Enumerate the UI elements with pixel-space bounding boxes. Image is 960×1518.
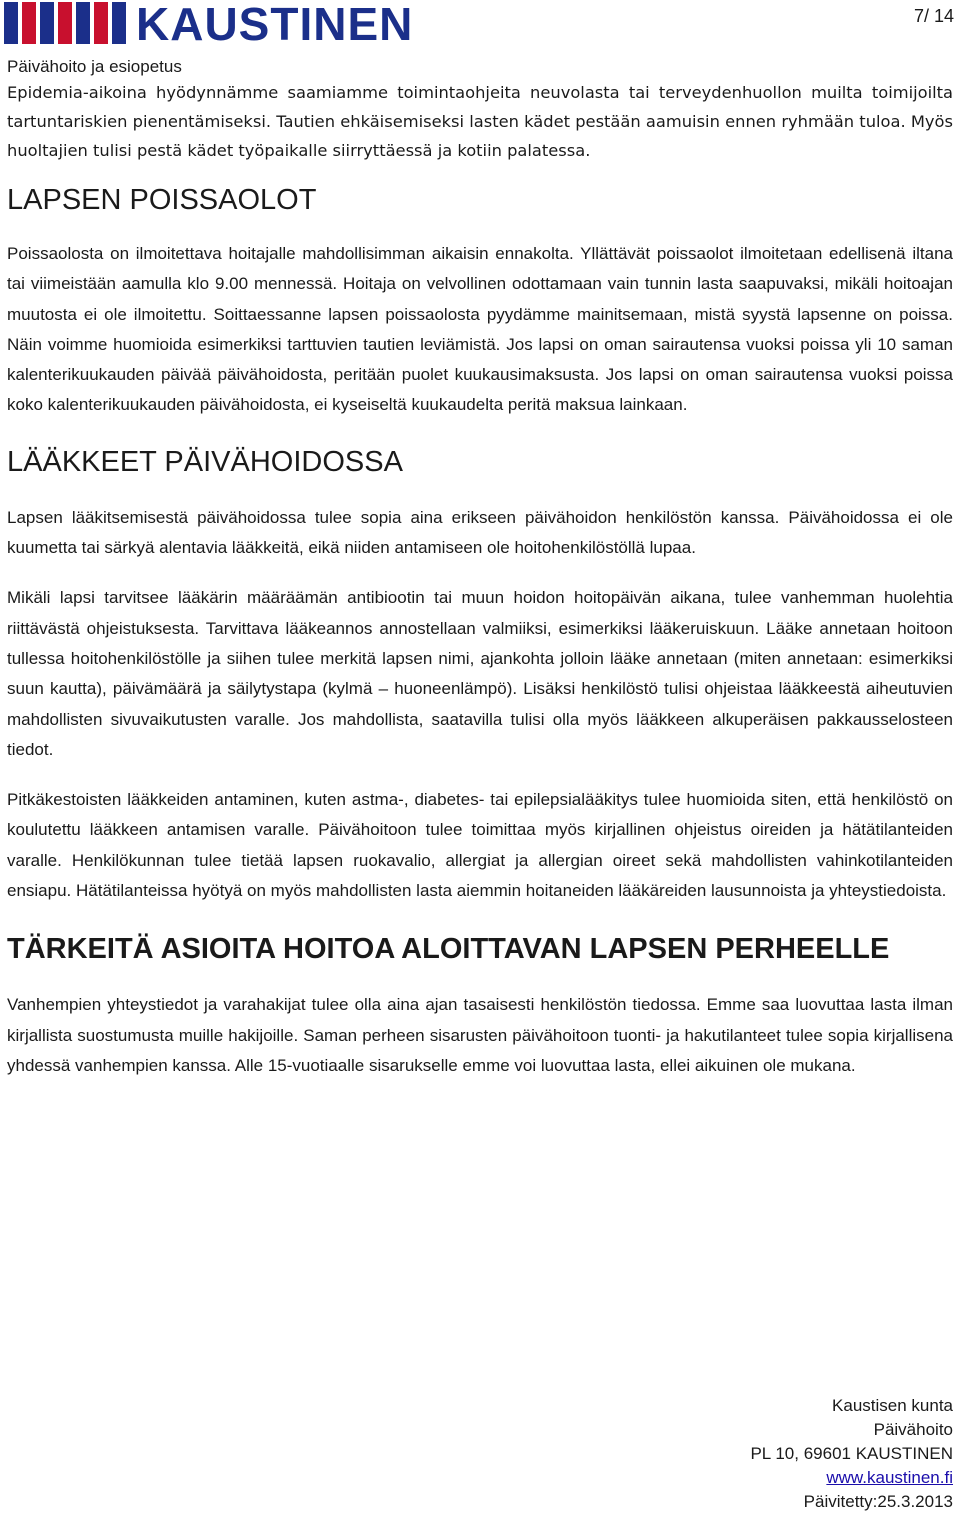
section-label-daycare: Päivähoito ja esiopetus xyxy=(7,57,182,76)
logo-stripe xyxy=(58,2,72,44)
logo-stripe xyxy=(22,2,36,44)
heading-important: TÄRKEITÄ ASIOITA HOITOA ALOITTAVAN LAPSEN PERHEELLE xyxy=(7,933,890,966)
footer xyxy=(750,1394,953,1514)
logo-stripe xyxy=(112,2,126,44)
page-number: 7/ 14 xyxy=(913,6,954,26)
medicines-paragraph-3: Pitkäkestoisten lääkkeiden antaminen, kuten astma-, diabetes- tai epilepsialääkitys tulee huomioida siten, että henkilöstö on koulutettu lääkkeen antamisen varalle. Päivähoitoon tulee toimittaa myös kirjallinen ohjeistus oireiden ja hätätilanteiden varalle. Henkilökunnan tulee tietää lapsen ruokavalio, allergiat ja allergian oireet sekä mahdollisten vahinkotilanteiden ensiapu. Hätätilanteissa hyötyä on myös mahdollisten lasta aiemmin hoitaneiden lääkäreiden lausunnoista ja yhteystiedoista. xyxy=(7,790,953,901)
important-paragraph: Vanhempien yhteystiedot ja varahakijat tulee olla aina ajan tasaisesti henkilöstön tiedossa. Emme saa luovuttaa lasta ilman kirjallista suostumusta muille hakijoille. Saman perheen sisarusten päivähoitoon tuonti- ja hakutilanteet tulee sopia kirjallisena yhdessä vanhempien kanssa. Alle 15-vuotiaalle sisarukselle emme voi luovuttaa lasta, ellei aikuinen ole mukana. xyxy=(7,995,953,1075)
logo-text: KAUSTINEN xyxy=(136,0,414,50)
heading-absences: LAPSEN POISSAOLOT xyxy=(7,184,317,216)
heading-medicines: LÄÄKKEET PÄIVÄHOIDOSSA xyxy=(7,445,403,478)
medicines-paragraph-1: Lapsen lääkitsemisestä päivähoidossa tulee sopia aina erikseen päivähoidon henkilöstön kanssa. Päivähoidossa ei ole kuumetta tai särkyä alentavia lääkkeitä, eikä niiden antamiseen ole hoitohenkilöstöllä lupaa. xyxy=(7,507,953,558)
footer-updated: Päivitetty:25.3.2013 xyxy=(803,1492,953,1511)
footer-dept: Päivähoito xyxy=(873,1420,953,1439)
medicines-paragraph-2: Mikäli lapsi tarvitsee lääkärin määräämän antibiootin tai muun hoidon hoitopäivän aikana, tulee vanhemman huolehtia riittävästä ohjeistuksesta. Tarvittava lääkeannos annostellaan valmiiksi, esimerkiksi lääkeruiskuun. Lääke annetaan hoitoon tullessa hoitohenkilöstölle ja siihen tulee merkitä lapsen nimi, ajankohta jolloin lääke annetaan (miten annetaan: esimerkiksi suun kautta), päivämäärä ja säilytystapa (kylmä – huoneenlämpö). Lisäksi henkilöstö tulisi ohjeistaa lääkkeestä aiheutuvien mahdollisten sivuvaikutusten varalle. Jos mahdollista, saatavilla tulisi olla myös lääkkeen alkuperäisen pakkausselosteen tiedot. xyxy=(7,588,953,759)
footer-address: PL 10, 69601 KAUSTINEN xyxy=(750,1444,953,1463)
footer-org: Kaustisen kunta xyxy=(832,1396,953,1415)
absences-paragraph: Poissaolosta on ilmoitettava hoitajalle mahdollisimman aikaisin ennakolta. Yllättävät poissaolot ilmoitetaan edellisenä iltana tai viimeistään aamulla klo 9.00 mennessä. Hoitaja on velvollinen odottamaan vain tunnin lasta saapuvaksi, mikäli hoitoajan muutosta ei ole ilmoitettu. Soittaessanne lapsen poissaolosta pyydämme mainitsemaan, mistä syystä lapsenne on poissa. Näin voimme huomioida esimerkiksi tarttuvien tautien leviämistä. Jos lapsi on oman sairautensa vuoksi poissa yli 10 saman kalenterikuukauden päivää päivähoidosta, peritään puolet kuukausimaksusta. Jos lapsi on oman sairautensa vuoksi poissa koko kalenterikuukauden päivähoidosta, ei kyseiseltä kuukaudelta peritä maksua lainkaan. xyxy=(7,244,953,415)
logo xyxy=(4,0,414,50)
daycare-paragraph: Epidemia-aikoina hyödynnämme saamiamme toimintaohjeita neuvolasta tai terveydenhuollon muilta toimijoilta tartuntariskien pienentämiseksi. Tautien ehkäisemiseksi lasten kädet pestään aamuisin ennen ryhmään tuloa. Myös huoltajien tulisi pestä kädet työpaikalle siirryttäessä ja kotiin palatessa. xyxy=(7,83,953,160)
logo-stripe xyxy=(4,2,18,44)
logo-stripe xyxy=(76,2,90,44)
footer-website-link[interactable]: www.kaustinen.fi xyxy=(826,1468,953,1487)
document-body xyxy=(7,56,953,1081)
logo-stripe xyxy=(94,2,108,44)
logo-stripe xyxy=(40,2,54,44)
